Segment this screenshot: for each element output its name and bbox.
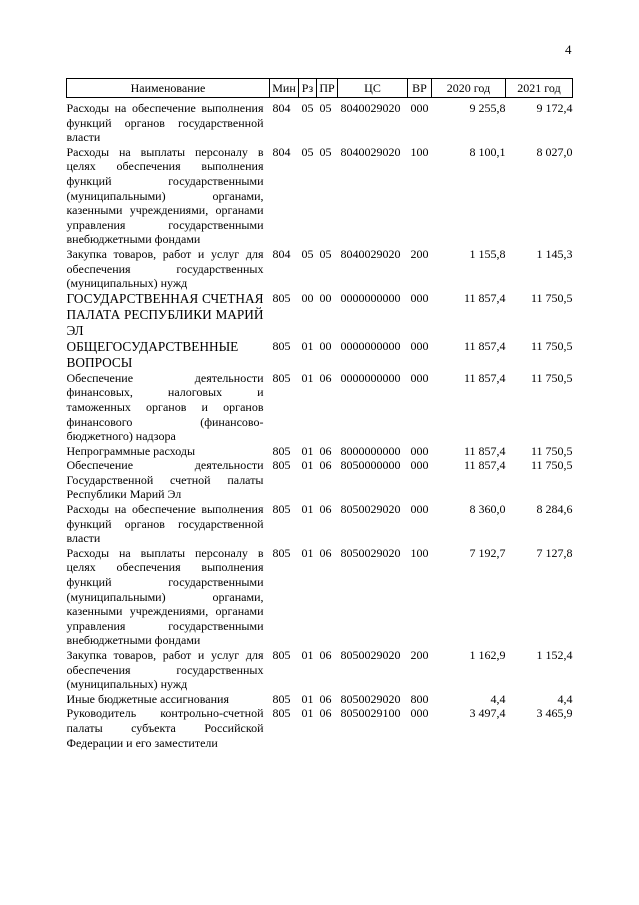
cell-value-2021: 3 465,9 [536, 706, 573, 721]
col-header-cs: ЦС [338, 79, 408, 98]
cell-code-pr: 05 [319, 101, 332, 115]
cell-name: Расходы на обеспечение выполнения функций органов государственной власти [66, 502, 264, 546]
col-header-pr: ПР [317, 79, 338, 98]
cell-name: Расходы на выплаты персоналу в целях обеспечения выполнения функций государственными (муниципальными) органами, казенными учреждениями, органами управления государственными внебюджетными фондами [66, 545, 264, 648]
cell-code-rz: 05 [301, 144, 314, 159]
cell-code-min: 805 [272, 691, 291, 706]
cell-value-2021: 11 750,5 [530, 290, 573, 305]
table-row [67, 458, 573, 502]
cell-code-min: 805 [272, 443, 291, 458]
cell-code-min: 804 [272, 144, 291, 159]
cell-value-2021: 7 127,8 [536, 545, 573, 560]
cell-code-vr: 000 [410, 101, 429, 115]
cell-code-pr: 06 [319, 502, 332, 517]
cell-code-vr: 000 [410, 370, 429, 385]
cell-code-vr: 000 [410, 338, 429, 353]
cell-code-vr: 000 [410, 458, 429, 473]
cell-code-cs: 0000000000 [340, 338, 401, 353]
cell-code-cs: 8050029020 [340, 545, 401, 560]
cell-code-rz: 05 [301, 101, 314, 115]
cell-code-min: 804 [272, 101, 291, 115]
cell-code-pr: 06 [319, 458, 332, 473]
cell-code-vr: 000 [410, 443, 429, 458]
cell-code-min: 805 [272, 370, 291, 385]
col-header-2020: 2020 год [432, 79, 506, 98]
cell-value-2020: 7 192,7 [469, 545, 506, 560]
cell-code-min: 805 [272, 458, 291, 473]
cell-code-pr: 06 [319, 691, 332, 706]
cell-code-pr: 06 [319, 443, 332, 458]
cell-value-2021: 9 172,4 [536, 101, 573, 115]
cell-code-min: 805 [272, 290, 291, 305]
cell-code-rz: 01 [301, 545, 314, 560]
cell-name: Непрограммные расходы [66, 443, 196, 458]
table-row [67, 371, 573, 444]
cell-code-min: 805 [272, 706, 291, 721]
cell-code-pr: 00 [319, 290, 332, 305]
cell-code-pr: 06 [319, 370, 332, 385]
cell-code-cs: 0000000000 [340, 370, 401, 385]
cell-value-2020: 8 360,0 [469, 502, 506, 517]
col-header-min: Мин [270, 79, 299, 98]
cell-value-2020: 4,4 [490, 691, 506, 706]
table-row [67, 291, 573, 339]
col-header-2021: 2021 год [506, 79, 573, 98]
cell-code-pr: 06 [319, 706, 332, 721]
cell-code-min: 805 [272, 648, 291, 662]
cell-code-vr: 800 [410, 691, 429, 706]
cell-code-vr: 200 [410, 648, 429, 662]
cell-value-2021: 4,4 [557, 691, 573, 706]
cell-code-min: 805 [272, 545, 291, 560]
cell-value-2021: 11 750,5 [530, 458, 573, 473]
table-row [67, 502, 573, 546]
page-number: 4 [565, 42, 572, 57]
cell-name: Закупка товаров, работ и услуг для обеспечения государственных (муниципальных) нужд [66, 648, 264, 692]
cell-name: Закупка товаров, работ и услуг для обеспечения государственных (муниципальных) нужд [66, 246, 264, 291]
cell-value-2021: 1 152,4 [536, 648, 573, 662]
cell-code-rz: 01 [301, 502, 314, 517]
table-row [67, 145, 573, 247]
col-header-rz: Рз [299, 79, 317, 98]
cell-code-vr: 000 [410, 290, 429, 305]
cell-code-rz: 01 [301, 370, 314, 385]
cell-code-vr: 200 [410, 246, 429, 261]
cell-value-2020: 3 497,4 [469, 706, 506, 721]
cell-code-rz: 01 [301, 648, 314, 662]
cell-name: ОБЩЕГОСУДАРСТВЕННЫЕ ВОПРОСЫ [66, 338, 239, 370]
cell-value-2020: 11 857,4 [463, 338, 506, 353]
table-row [67, 247, 573, 291]
cell-code-cs: 8040029020 [340, 246, 401, 261]
cell-code-rz: 00 [301, 290, 314, 305]
cell-name: Расходы на обеспечение выполнения функций органов государственной власти [66, 101, 264, 145]
cell-code-pr: 06 [319, 545, 332, 560]
cell-code-vr: 100 [410, 545, 429, 560]
table-row [67, 706, 573, 750]
cell-name: Обеспечение деятельности Государственной счетной палаты Республики Марий Эл [66, 458, 264, 502]
table-row [67, 648, 573, 692]
cell-code-rz: 01 [301, 338, 314, 353]
cell-code-pr: 00 [319, 338, 332, 353]
cell-name: ГОСУДАРСТВЕННАЯ СЧЕТНАЯ ПАЛАТА РЕСПУБЛИКИ МАРИЙ ЭЛ [66, 290, 264, 338]
cell-code-cs: 8050029100 [340, 706, 401, 721]
table-row [67, 339, 573, 371]
cell-code-cs: 0000000000 [340, 290, 401, 305]
cell-code-rz: 01 [301, 443, 314, 458]
cell-code-vr: 100 [410, 144, 429, 159]
cell-code-min: 804 [272, 246, 291, 261]
cell-value-2021: 11 750,5 [530, 370, 573, 385]
cell-value-2020: 1 155,8 [469, 246, 506, 261]
cell-code-min: 805 [272, 338, 291, 353]
col-header-vr: ВР [408, 79, 432, 98]
cell-code-rz: 01 [301, 706, 314, 721]
cell-code-cs: 8040029020 [340, 144, 401, 159]
cell-code-cs: 8040029020 [340, 101, 401, 115]
cell-code-rz: 05 [301, 246, 314, 261]
cell-code-pr: 06 [319, 648, 332, 662]
cell-code-vr: 000 [410, 502, 429, 517]
cell-value-2020: 9 255,8 [469, 101, 506, 115]
cell-value-2020: 8 100,1 [469, 144, 506, 159]
cell-name: Расходы на выплаты персоналу в целях обеспечения выполнения функций государственными (муниципальными) органами, казенными учреждениями, органами управления государственными внебюджетными фондами [66, 144, 264, 247]
cell-code-min: 805 [272, 502, 291, 517]
cell-code-rz: 01 [301, 691, 314, 706]
cell-value-2021: 1 145,3 [536, 246, 573, 261]
cell-value-2020: 11 857,4 [463, 370, 506, 385]
cell-value-2020: 11 857,4 [463, 290, 506, 305]
cell-value-2021: 8 284,6 [536, 502, 573, 517]
table-body [67, 98, 573, 751]
col-header-name: Наименование [67, 79, 270, 98]
table-row [67, 692, 573, 707]
cell-value-2021: 11 750,5 [530, 443, 573, 458]
cell-code-cs: 8050029020 [340, 691, 401, 706]
budget-table [66, 78, 573, 750]
cell-name: Иные бюджетные ассигнования [66, 691, 229, 706]
cell-code-rz: 01 [301, 458, 314, 473]
cell-value-2020: 11 857,4 [463, 458, 506, 473]
cell-code-cs: 8050000000 [340, 458, 401, 473]
cell-value-2021: 11 750,5 [530, 338, 573, 353]
table-row [67, 546, 573, 648]
cell-code-vr: 000 [410, 706, 429, 721]
table-header-row [67, 79, 573, 98]
cell-value-2020: 1 162,9 [469, 648, 506, 662]
cell-value-2021: 8 027,0 [536, 144, 573, 159]
cell-name: Руководитель контрольно-счетной палаты субъекта Российской Федерации и его заместители [66, 706, 264, 750]
table-row [67, 444, 573, 459]
table-row [67, 98, 573, 145]
cell-code-cs: 8050029020 [340, 648, 401, 662]
cell-code-pr: 05 [319, 246, 332, 261]
cell-code-cs: 8050029020 [340, 502, 401, 517]
cell-name: Обеспечение деятельности финансовых, налоговых и таможенных органов и органов финансового (финансово-бюджетного) надзора [66, 370, 264, 444]
cell-code-cs: 8000000000 [340, 443, 401, 458]
cell-code-pr: 05 [319, 144, 332, 159]
cell-value-2020: 11 857,4 [463, 443, 506, 458]
